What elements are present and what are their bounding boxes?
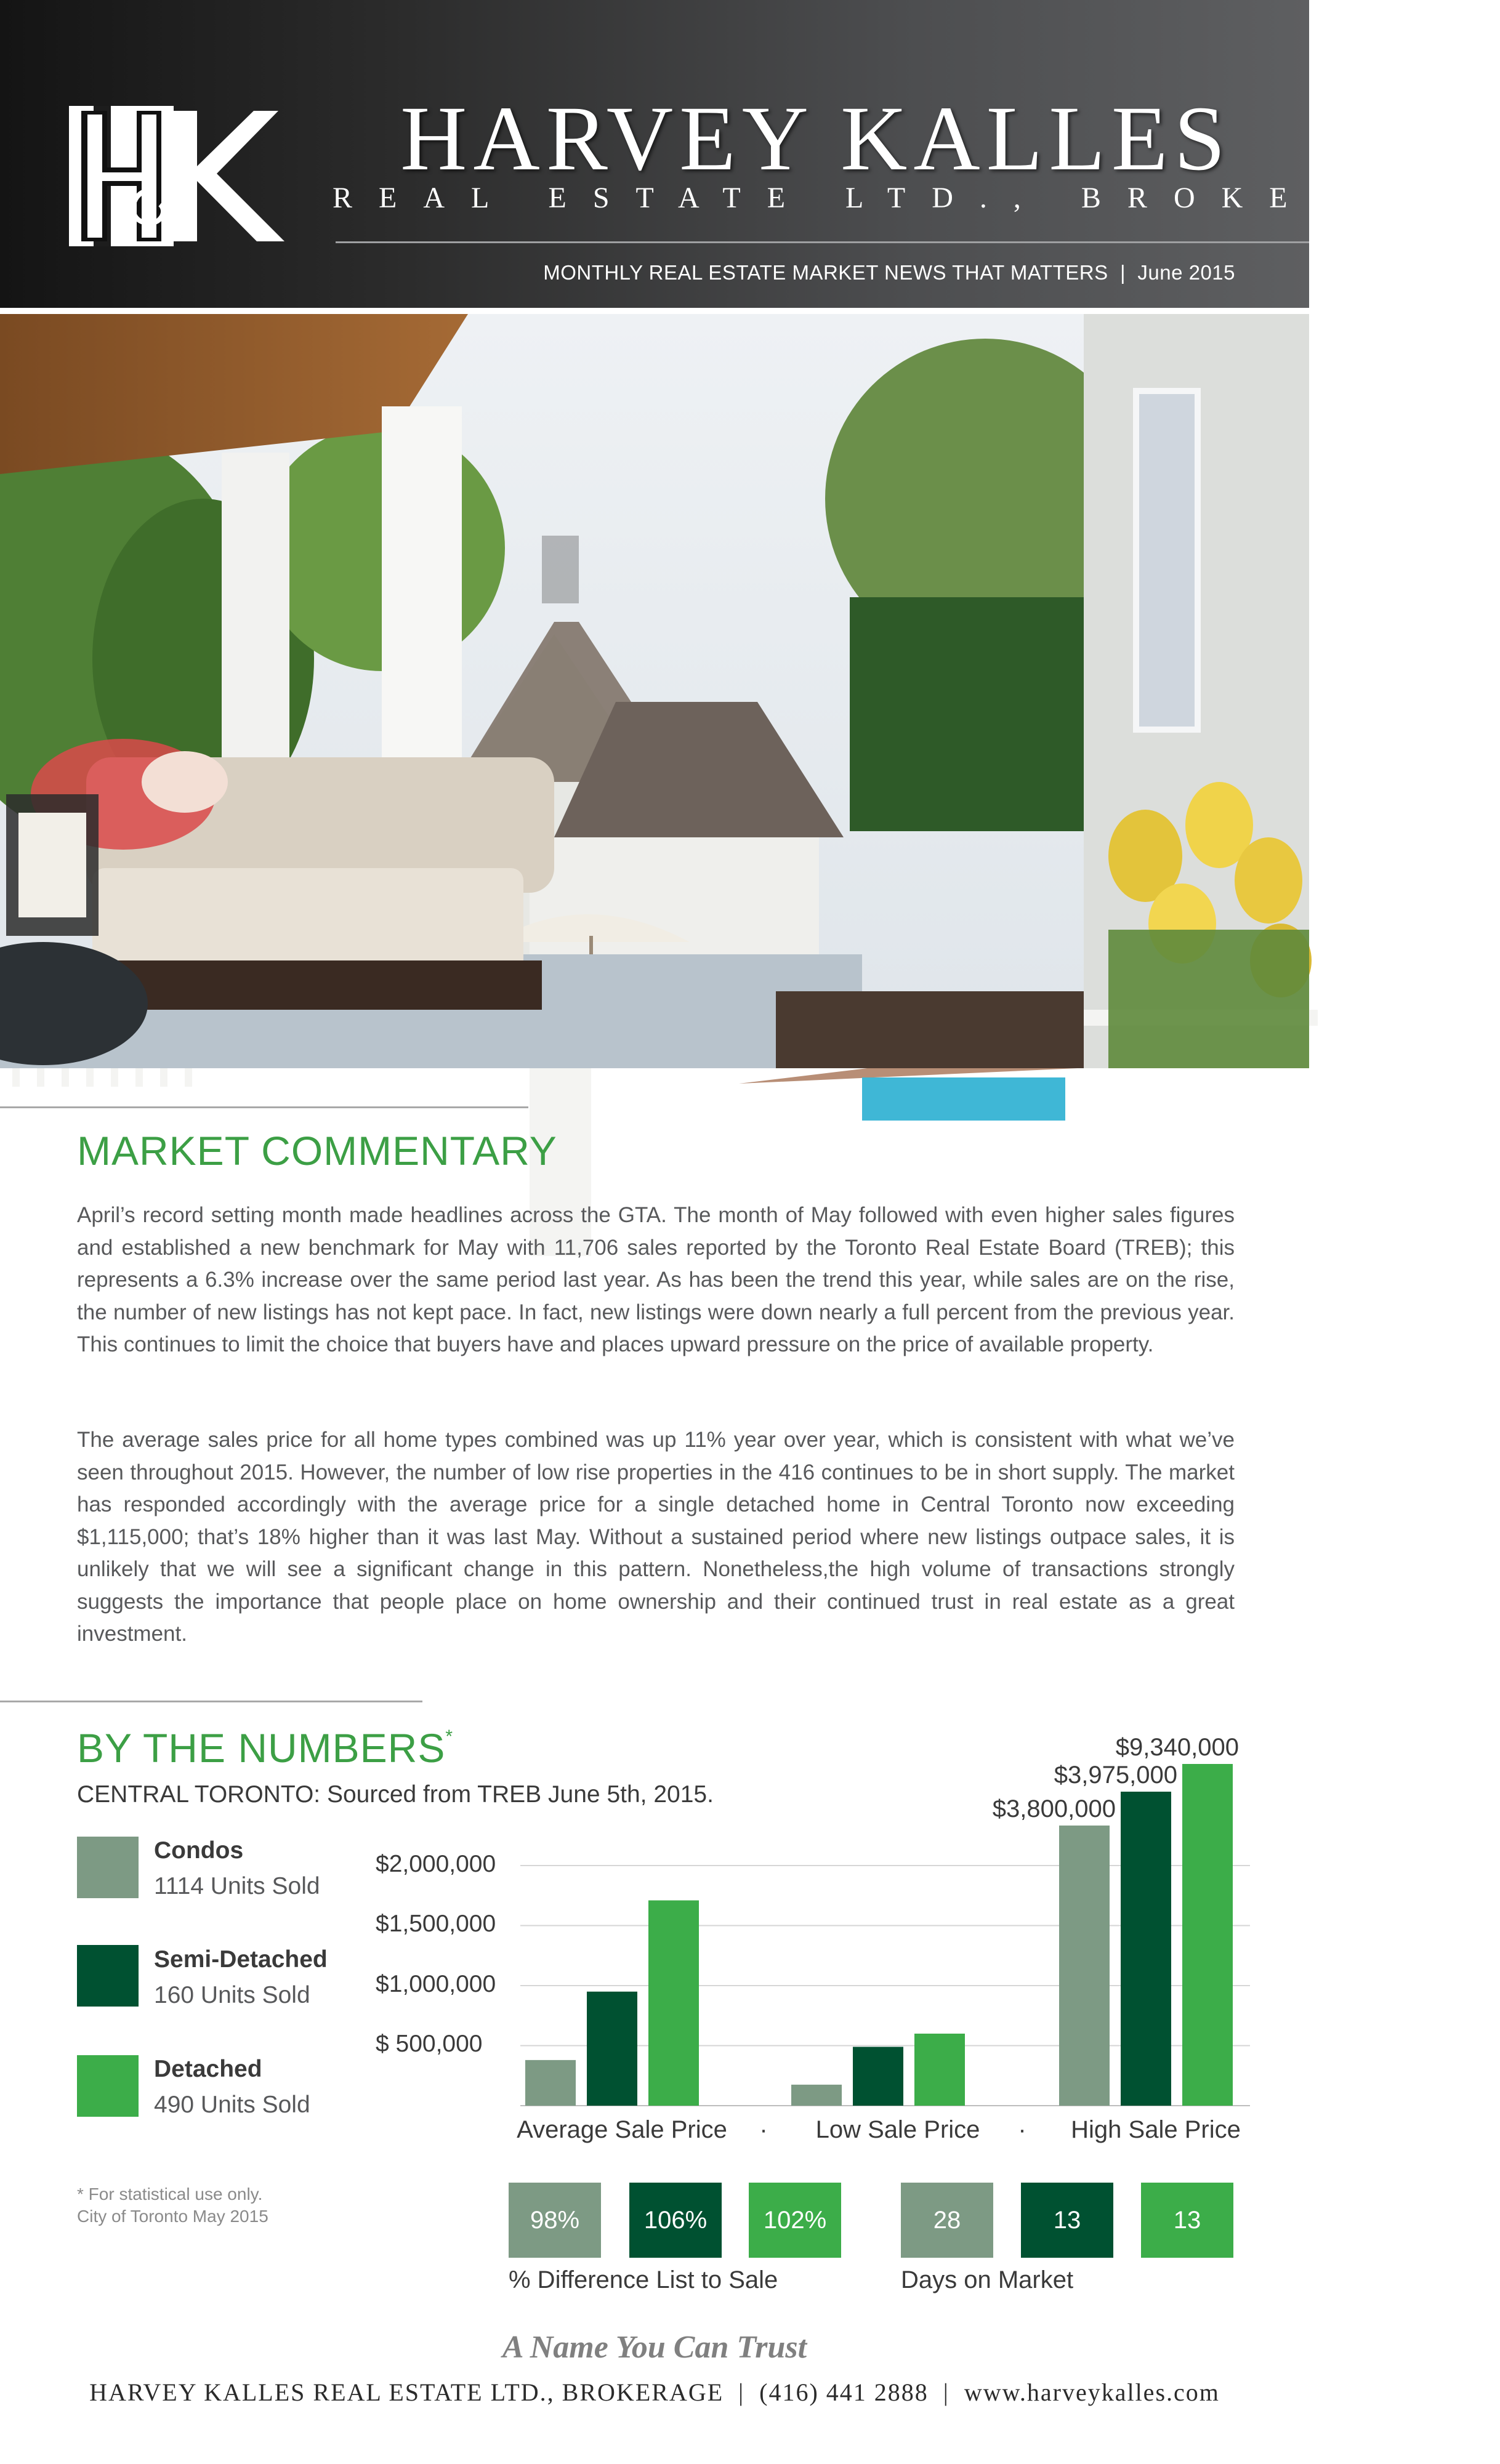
harvey-kalles-logo [69, 106, 291, 246]
high-sale-price-label: $3,975,000 [1054, 1761, 1177, 1789]
list-to-sale-detached: 102% [749, 2183, 841, 2258]
bar-detached-average-sale-price [648, 1901, 699, 2106]
bar-condos-low-sale-price [791, 2085, 842, 2106]
bar-semi-detached-average-sale-price [587, 1992, 637, 2106]
high-sale-price-label: $3,800,000 [992, 1795, 1116, 1822]
bar-condos-average-sale-price [525, 2060, 576, 2106]
legend-units-semi-detached: 160 Units Sold [154, 1982, 310, 2008]
bar-semi-detached-high-sale-price [1121, 1792, 1171, 2106]
by-the-numbers-title: BY THE NUMBERS [77, 1725, 446, 1771]
slogan: A Name You Can Trust [502, 2330, 807, 2365]
footer-divider: | [738, 2378, 745, 2406]
header-divider [336, 241, 1309, 243]
legend-units-detached: 490 Units Sold [154, 2092, 310, 2118]
chart-category-labels [517, 2116, 1241, 2143]
category-label: Average Sale Price [517, 2116, 727, 2143]
chart-bars [525, 1764, 1233, 2106]
footer-company: HARVEY KALLES REAL ESTATE LTD., BROKERAGE [89, 2378, 724, 2406]
brand-name: HARVEY KALLES [400, 87, 1232, 190]
masthead [0, 0, 1500, 308]
footnote-line-2: City of Toronto May 2015 [77, 2207, 268, 2226]
issue-date: June 2015 [1137, 261, 1235, 284]
bar-detached-high-sale-price [1182, 1764, 1233, 2106]
heading-asterisk: * [445, 1726, 454, 1747]
category-label: High Sale Price [1071, 2116, 1241, 2143]
data-source-note: CENTRAL TORONTO: Sourced from TREB June 5th, 2015. [77, 1781, 714, 1808]
footer-contact-line [0, 2380, 1309, 2405]
market-commentary-heading: MARKET COMMENTARY [77, 1128, 557, 1174]
category-separator: · [759, 2116, 768, 2143]
high-sale-price-label: $9,340,000 [1115, 1734, 1239, 1761]
commentary-rule [0, 1106, 528, 1108]
days-on-market-condos: 28 [901, 2183, 993, 2258]
days-on-market-semi-detached: 13 [1021, 2183, 1113, 2258]
bar-condos-high-sale-price [1059, 1826, 1110, 2106]
footer-divider: | [943, 2378, 950, 2406]
hero-photo-porch [0, 314, 1309, 1068]
days-on-market-label: Days on Market [901, 2266, 1074, 2293]
statistical-footnote [77, 2183, 268, 2228]
bar-semi-detached-low-sale-price [853, 2047, 903, 2106]
footnote-line-1: * For statistical use only. [77, 2184, 263, 2204]
legend-units-condos: 1114 Units Sold [154, 1873, 320, 1899]
days-on-market-detached: 13 [1141, 2183, 1233, 2258]
category-separator: · [1018, 2116, 1026, 2143]
commentary-paragraph-1: April’s record setting month made headlines across the GTA. The month of May followed with even higher sales figures and established a new benchmark for May with 11,706 sales reported by the Toronto Real Estate Board (TREB); this represents a 6.3% increase over the same period last year. As has been the trend this year, while sales are on the rise, the number of new listings has not kept pace. In fact, new listings were down nearly a full percent from the previous year. This continues to limit the choice that buyers have and places upward pressure on the price of available property. [77, 1203, 1235, 1356]
category-label: Low Sale Price [815, 2116, 980, 2143]
list-to-sale-condos: 98% [509, 2183, 601, 2258]
legend-title-detached: Detached [154, 2056, 262, 2082]
ytick-label: $1,000,000 [376, 1971, 496, 1997]
list-to-sale-label: % Difference List to Sale [509, 2266, 778, 2293]
legend-title-semi-detached: Semi-Detached [154, 1946, 328, 1973]
brand-subtitle: REAL ESTATE LTD., BROKERAGE [333, 182, 1500, 214]
issue-tagline: MONTHLY REAL ESTATE MARKET NEWS THAT MATTERS | June 2015 [543, 261, 1235, 284]
price-bar-chart [0, 1662, 1309, 2149]
list-to-sale-semi-detached: 106% [629, 2183, 722, 2258]
ytick-label: $1,500,000 [376, 1910, 496, 1937]
ytick-label: $ 500,000 [376, 2031, 483, 2057]
bar-detached-low-sale-price [914, 2034, 965, 2106]
tagline-text: MONTHLY REAL ESTATE MARKET NEWS THAT MATTERS [543, 261, 1108, 284]
commentary-paragraph-2: The average sales price for all home types combined was up 11% year over year, which is consistent with what we’ve seen throughout 2015. However, the number of low rise properties in the 416 continues to be in short supply. The market has responded accordingly with the average price for a single detached home in Central Toronto now exceeding $1,115,000; that’s 18% higher than it was last May. Without a sustained period where new listings outpace sales, it is unlikely that we will see a significant change in this pattern. Nonetheless,the high volume of transactions strongly suggests the importance that people place on home ownership and their continued trust in real estate as a great investment. [77, 1428, 1235, 1646]
footer-phone[interactable]: (416) 441 2888 [759, 2378, 929, 2406]
legend-title-condos: Condos [154, 1837, 244, 1864]
ytick-label: $2,000,000 [376, 1851, 496, 1877]
footer-website-link[interactable]: www.harveykalles.com [964, 2378, 1220, 2406]
